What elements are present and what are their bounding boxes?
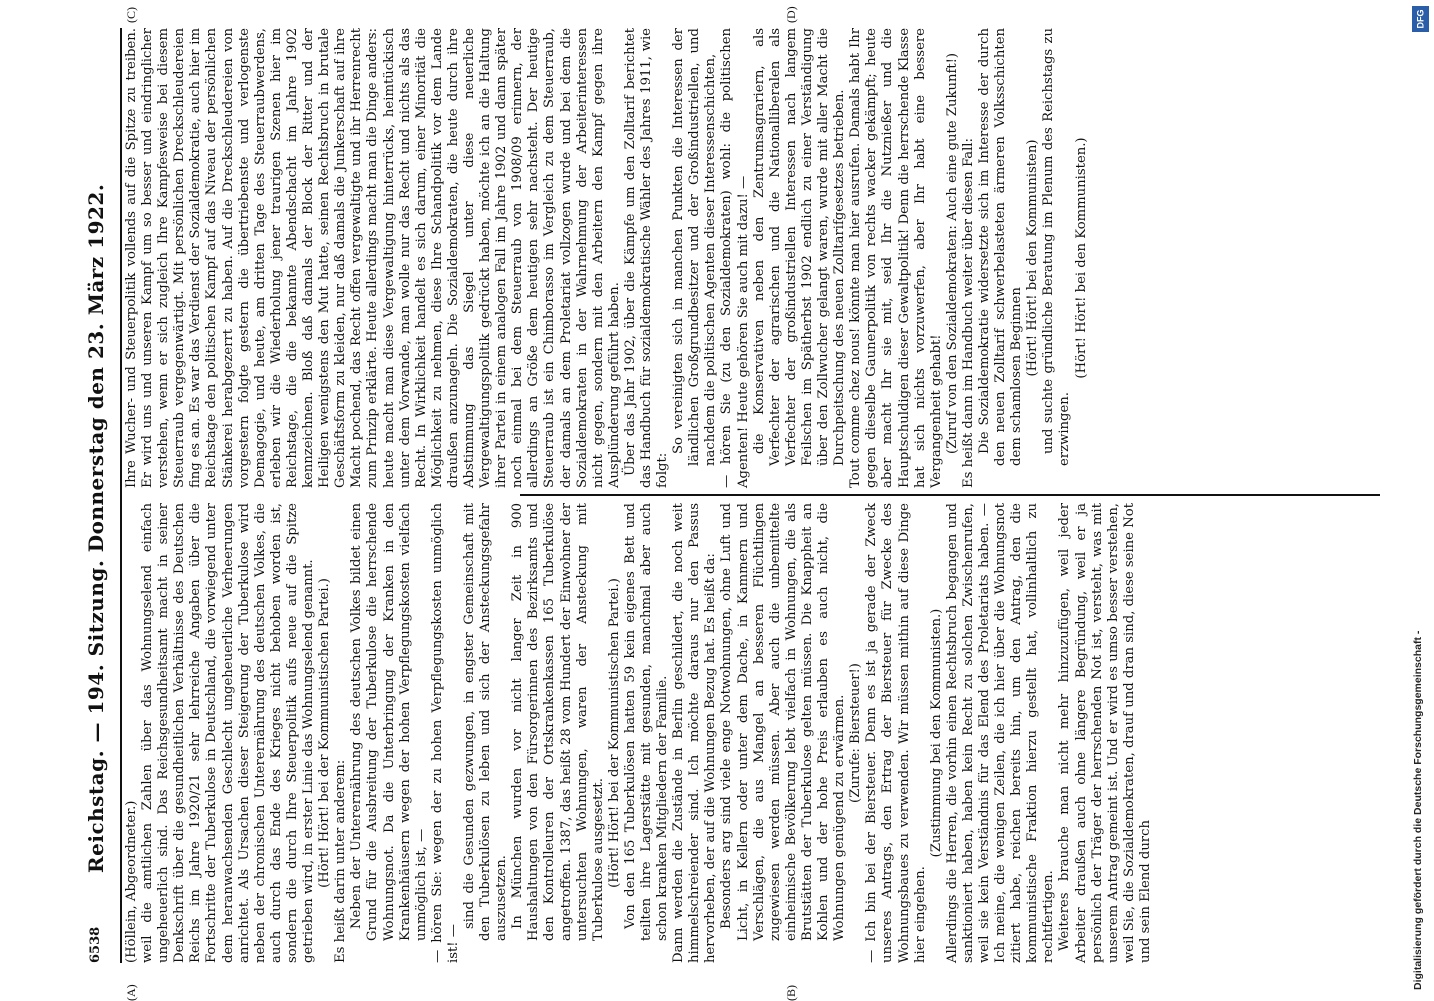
paragraph: — Ich bin bei der Biersteuer. Denn es ist ja gerade der Zweck unseres Antrags, den Ertrag der Biersteuer für Zwecke des Wohnungsbaues zu verwenden. Wir müssen mithin auf diese Dinge hier eingehen. xyxy=(864,503,928,963)
paragraph: (Zurufe: Biersteuer!) xyxy=(848,663,864,803)
margin-marker-d: (D) xyxy=(784,6,798,23)
margin-marker-c: (C) xyxy=(124,7,138,23)
paragraph: (Zustimmung bei den Kommunisten.) xyxy=(928,608,944,858)
paragraph: die Konservativen neben den Zentrumsagrariern, als Verfechter der agrarischen und die Nationalliberalen als Verfechter der großindustriellen Interessen nach langem Feilschen im Spätherbst 1902 endlich zu einer Verständigung über den Zollwucher gelangt waren, wurde mit aller Macht die Durchpeitschung des neuen Zolltarifgesetzes betrieben. xyxy=(751,28,848,466)
paragraph: (Hört! Hört! bei der Kommunistischen Partei.) xyxy=(317,578,333,888)
paragraph: (Hört! Hört! bei den Kommunisten.) xyxy=(1073,137,1089,379)
paragraph: (Hört! Hört! bei den Kommunisten) xyxy=(1025,139,1041,377)
funding-note: Digitalisierung gefördert durch die Deutsche Forschungsgemeinschaft - xyxy=(1412,630,1424,990)
left-column xyxy=(124,503,1154,963)
margin-marker-b: (B) xyxy=(784,985,798,1001)
rotated-page xyxy=(84,6,1389,1001)
paragraph: — hören Sie: wegen der zu hohen Verpflegungskosten unmöglich ist! — xyxy=(429,503,461,963)
paragraph: Die Sozialdemokratie widersetzte sich im Interesse der durch den neuen Zolltarif schwerbelasteten ärmeren Volksschichten dem schamlosen Beginnen xyxy=(976,28,1025,466)
paragraph: sind die Gesunden gezwungen, in engster Gemeinschaft mit den Tuberkulösen zu leben und sich der Ansteckungsgefahr auszusetzen. xyxy=(461,503,510,941)
paragraph: Tout comme chez nous! könnte man hier ausrufen. Damals habt Ihr gegen dieselbe Gaunerpolitik von rechts wacker gekämpft; heute aber macht Ihr sie mit, seid Ihr die Nutznießer und die Hauptschuldigen dieser Gewaltpolitik! Denn die herrschende Klasse hat sich nichts vorzuwerfen, aber Ihr habt eine bessere Vergangenheit gehabt! xyxy=(848,28,944,488)
dfg-logo xyxy=(1412,6,1429,32)
paragraph: Besonders arg sind viele enge Notwohnungen, ohne Luft und Licht, in Kellern oder unter dem Dache, in Kammern und Verschlägen, die aus Mangel an besseren Flüchtlingen zugewiesen werden müssen. Aber auch die unbemittelte einheimische Bevölkerung lebt vielfach in Wohnungen, die als Brutstätten der Tuberkulose gelten müssen. Die Knappheit an Kohlen und der hohe Preis erlauben es auch nicht, die Wohnungen genügend zu erwärmen. xyxy=(719,503,848,941)
paragraph: Über das Jahr 1902, über die Kämpfe um den Zolltarif berichtet das Handbuch für sozialdemokratische Wähler des Jahres 1911, wie folgt: xyxy=(622,28,671,488)
paragraph: (Höllein, Abgeordneter.) xyxy=(124,800,139,963)
paragraph: Allerdings die Herren, die vorhin einen Rechtsbruch begangen und sanktioniert haben, haben kein Recht zu solchen Zwischenrufen, weil sie kein Verständnis für das Elend des Proletariats haben. — Ich meine, die wenigen Zeilen, die ich hier über die Wohnungsnot zitiert habe, reichen bereits hin, um den Antrag, den die kommunistische Fraktion hierzu gestellt hat, vollinhaltlich zu rechtfertigen. xyxy=(944,503,1057,963)
paragraph: Es heißt darin unter anderem: xyxy=(333,759,349,963)
page-title: Reichstag. — 194. Sitzung. Donnerstag den 23. März 1922. xyxy=(84,183,108,873)
page-header xyxy=(84,28,118,963)
paragraph: Von den 165 Tuberkulösen hatten 59 kein eigenes Bett und teilten ihre Lagerstätte mit gesunden, manchmal aber auch schon kranken Mitgliedern der Familie. xyxy=(622,503,671,941)
paragraph: Neben der Unterernährung des deutschen Volkes bildet einen Grund für die Ausbreitung der Tuberkulose die herrschende Wohnungsnot. Da die Unterbringung der Kranken in den Krankenhäusern wegen der hohen Verpflegungskosten vielfach unmöglich ist, — xyxy=(349,503,429,941)
paragraph: Dann werden die Zustände in Berlin geschildert, die noch weit himmelschreiender sind. Ich möchte daraus nur den Passus hervorheben, der auf die Wohnungen Bezug hat. Es heißt da: xyxy=(671,503,719,963)
header-rule xyxy=(120,28,122,963)
column-rule xyxy=(520,494,1380,496)
paragraph: So vereinigten sich in manchen Punkten die Interessen der ländlichen Großgrundbesitzer und der Großindustriellen, und nachdem die politischen Agenten dieser Interessenschichten, xyxy=(671,28,719,466)
paragraph: Weiteres brauche man nicht mehr hinzuzufügen, weil jeder Arbeiter draußen auch ohne längere Begründung, weil er ja persönlich der Träger der herrschenden Not ist, versteht, was mit unserem Antrag gemeint ist. Und er wird es umso besser verstehen, weil Sie, die Sozialdemokraten, drauf und dran sind, diese seine Not und sein Elend durch xyxy=(1057,503,1153,963)
paragraph: Es heißt dann im Handbuch weiter über diesen Fall: xyxy=(960,138,976,488)
page-number: 6538 xyxy=(88,926,103,963)
paragraph: — hören Sie (zu den Sozialdemokraten) wohl: die politischen Agenten! Heute gehören Sie auch mit dazu! — xyxy=(719,28,751,488)
paragraph: (Zuruf von den Sozialdemokraten: Auch eine gute Zukunft!) xyxy=(944,52,960,454)
paragraph: weil die amtlichen Zahlen über das Wohnungselend einfach ungeheuerlich sind. Das Reichsgesundheitsamt macht in seiner Denkschrift über die gesundheitlichen Verhältnisse des Deutschen Reichs im Jahre 1920/21 sehr lehrreiche Angaben über die Fortschritte der Tuberkulose in Deutschland, die vorwiegend unter dem heranwachsenden Geschlecht ungeheuerliche Verheerungen anrichtet. Als Ursachen dieser Steigerung der Tuberkulose wird neben der chronischen Unterernährung des deutschen Volkes, die auch durch das Ende des Krieges nicht behoben worden ist, sondern die durch Ihre Steuerpolitik aufs neue auf die Spitze getrieben wird, in erster Linie das Wohnungselend genannt. xyxy=(140,503,317,963)
right-column xyxy=(124,28,1090,488)
dfg-logo-text: DFG xyxy=(1415,9,1426,29)
paragraph: (Hört! Hört! bei der Kommunistischen Partei.) xyxy=(606,578,622,888)
paragraph: In München wurden vor nicht langer Zeit in 900 Haushaltungen von den Fürsorgerinnen des Bezirksamts und den Kontrolleuren der Ortskrankenkassen 165 Tuberkulöse angetroffen. 1387, das heißt 28 vom Hundert der Einwohner der untersuchten Wohnungen, waren der Ansteckung mit Tuberkulose ausgesetzt. xyxy=(510,503,606,941)
paragraph: Ihre Wucher- und Steuerpolitik vollends auf die Spitze zu treiben. Er wird uns und unseren Kampf um so besser und eindringlicher verstehen, wenn er sich zugleich Ihre Kampfesweise bei diesem Steuerraub vergegenwärtigt. Mit persönlichen Dreckschleudereien fing es an. Es war das Verdienst der Sozialdemokratie, auch hier im Reichstage den politischen Kampf auf das Niveau der persönlichen Stänkerei herabgezerrt zu haben. Auf die Dreckschleudereien von vorgestern folgte gestern die übertriebenste und verlogenste Demagogie, und heute, am dritten Tage des Steuerraubwerdens, erleben wir die Wiederholung jener traurigen Szenen hier im Reichstage, die die bekannte Abendschacht im Jahre 1902 kennzeichnen. Bloß daß damals der Block der Ritter und der Heiligen wenigstens den Mut hatte, seinen Rechtsbruch in brutale Geschäftsform zu kleiden, nur daß damals die Junkerschaft auf ihre Macht pochend, das Recht offen vergewaltigte und ihr Herrenrecht zum Prinzip erklärte. Heute allerdings macht man die Dinge anders: heute macht man diese Vergewaltigung hinterrücks, heimtückisch unter dem Vorwande, man wolle nur das Recht und nichts als das Recht. In Wirklichkeit handelt es sich darum, einer Minorität die Möglichkeit zu nehmen, diese Ihre Schandpolitik vor dem Lande draußen anzunageln. Die Sozialdemokraten, die heute durch ihre Abstimmung das Siegel unter diese neuerliche Vergewaltigungspolitik gedrückt haben, möchte ich an die Haltung ihrer Partei in einem analogen Fall im Jahre 1902 und dann später noch einmal bei dem Steuerraub von 1908/09 erinnern, der allerdings an Größe dem heutigen sehr nachsteht. Der heutige Steuerraub ist ein Chimborasso im Vergleich zu dem Steuerraub, der damals an dem Proletariat vollzogen wurde und bei dem die Sozialdemokraten in der Wahrnehmung der Arbeiterinteressen nicht gegen, sondern mit den Arbeitern den Kampf gegen ihre Ausplünderung geführt haben. xyxy=(124,28,622,488)
margin-marker-a: (A) xyxy=(124,984,138,1001)
paragraph: und suchte gründliche Beratung im Plenum des Reichstags zu erzwingen. xyxy=(1041,28,1073,466)
